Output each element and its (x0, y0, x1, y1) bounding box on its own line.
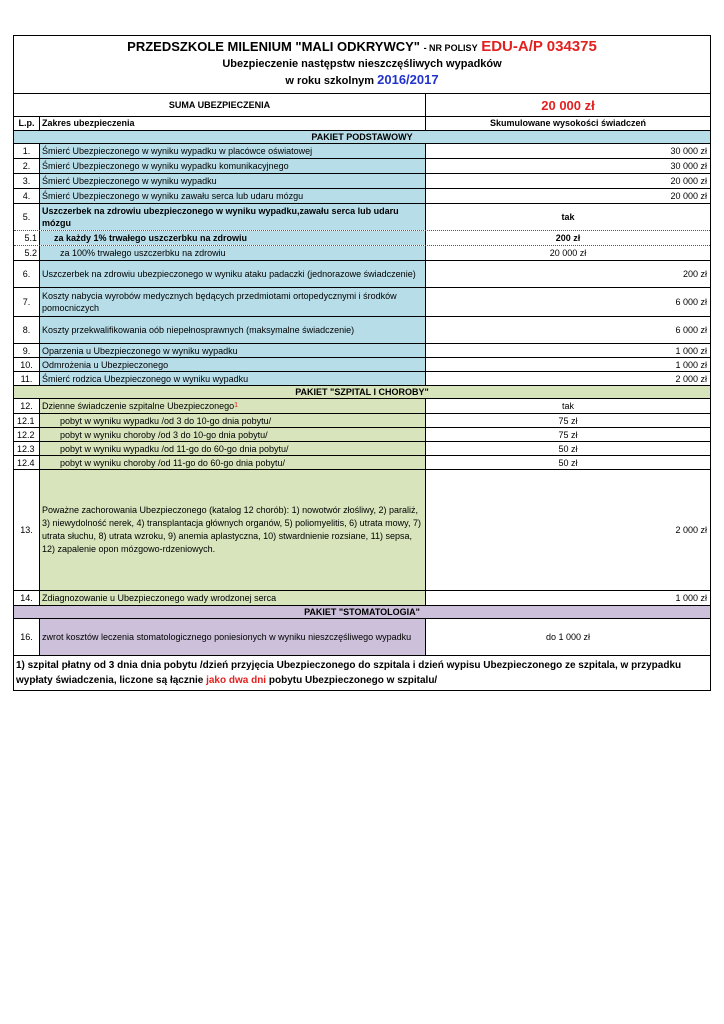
row-lp: 5.2 (14, 246, 40, 260)
row-value: 20 000 zł (670, 176, 707, 186)
row-description: Śmierć rodzica Ubezpieczonego w wyniku wypadku (40, 372, 426, 385)
sum-insured-amount: 20 000 zł (541, 97, 595, 113)
document-subtitle: Ubezpieczenie następstw nieszczęśliwych wypadków (222, 58, 502, 70)
row-description: Śmierć Ubezpieczonego w wyniku wypadku komunikacyjnego (40, 159, 426, 173)
row-lp: 14. (14, 591, 40, 605)
row-lp: 12. (14, 399, 40, 413)
row-value: do 1 000 zł (545, 632, 591, 642)
table-row (14, 591, 710, 606)
table-row (14, 144, 710, 159)
footnote-highlight: jako dwa dni (206, 675, 267, 686)
table-row (14, 189, 710, 204)
section-dental-package: PAKIET "STOMATOLOGIA" (14, 606, 710, 619)
policy-number: EDU-A/P 034375 (481, 38, 597, 55)
row-lp: 3. (14, 174, 40, 188)
row-value: 1 000 zł (675, 345, 707, 356)
table-row (14, 246, 710, 261)
column-header-scope: Zakres ubezpieczenia (40, 117, 426, 130)
table-row (14, 204, 710, 231)
row-lp: 4. (14, 189, 40, 203)
footnote-marker: 1 (234, 402, 239, 409)
row-description-text: Dzienne świadczenie szpitalne Ubezpieczonego (42, 401, 235, 411)
row-description: Śmierć Ubezpieczonego w wyniku wypadku (40, 174, 426, 188)
row-lp: 8. (14, 317, 40, 343)
table-row (14, 456, 710, 470)
row-description: Odmrożenia u Ubezpieczonego (40, 358, 426, 371)
row-value: 200 zł (555, 233, 581, 243)
row-description: pobyt w wyniku wypadku /od 11-go do 60-go dnia pobytu/ (40, 442, 426, 455)
policy-label: - NR POLISY (423, 43, 478, 53)
school-year-line (18, 72, 706, 89)
row-description: za każdy 1% trwałego uszczerbku na zdrowiu (40, 231, 426, 245)
row-value: 30 000 zł (670, 161, 707, 171)
column-header-row (14, 117, 710, 131)
footnote-text-end: pobytu Ubezpieczonego w szpitalu/ (266, 675, 438, 686)
row-description: pobyt w wyniku choroby /od 3 do 10-go dnia pobytu/ (40, 428, 426, 441)
footnote (14, 656, 710, 690)
row-value: tak (561, 212, 575, 222)
table-row (14, 317, 710, 344)
row-lp: 1. (14, 144, 40, 158)
table-row (14, 442, 710, 456)
row-value: 1 000 zł (675, 593, 707, 603)
sum-insured-row (14, 94, 710, 117)
row-description: Uszczerbek na zdrowiu ubezpieczonego w wyniku ataku padaczki (jednorazowe świadczenie) (40, 261, 426, 287)
row-description: Śmierć Ubezpieczonego w wyniku wypadku w placówce oświatowej (40, 144, 426, 158)
table-row (14, 372, 710, 386)
row-value: 1 000 zł (675, 359, 707, 370)
row-description: zwrot kosztów leczenia stomatologicznego poniesionych w wyniku nieszczęśliwego wypadku (40, 619, 426, 655)
row-value: 30 000 zł (670, 146, 707, 156)
row-value: 75 zł (558, 429, 578, 440)
title-block (14, 36, 710, 94)
row-lp: 6. (14, 261, 40, 287)
row-value: 200 zł (682, 269, 707, 279)
table-row (14, 399, 710, 414)
row-value: 20 000 zł (670, 191, 707, 201)
table-row (14, 470, 710, 591)
row-description: Poważne zachorowania Ubezpieczonego (katalog 12 chorób): 1) nowotwór złośliwy, 2) paraliż, 3) niewydolność nerek, 4) transplantacja głównych organów, 5) poliomyelitis, 6) utrata mowy, 7) utrata słuchu, 8) utrata wzroku, 9) anemia aplastyczna, 10) stwardnienie rozsiane, 11) sepsa, 12) zapalenie opon mózgowo-rdzeniowych. (40, 470, 426, 590)
table-row (14, 261, 710, 288)
row-description: za 100% trwałego uszczerbku na zdrowiu (40, 246, 426, 260)
row-lp: 12.1 (14, 414, 40, 427)
row-lp: 12.3 (14, 442, 40, 455)
insurance-table (13, 35, 711, 691)
row-value: tak (561, 401, 574, 411)
row-lp: 5.1 (14, 231, 40, 245)
row-description: Śmierć Ubezpieczonego w wyniku zawału serca lub udaru mózgu (40, 189, 426, 203)
row-lp: 13. (14, 470, 40, 590)
table-row (14, 174, 710, 189)
year-prefix: w roku szkolnym (285, 75, 375, 87)
row-value: 6 000 zł (675, 297, 707, 307)
row-description: Koszty nabycia wyrobów medycznych będących przedmiotami ortopedycznymi i środków pomocniczych (40, 288, 426, 316)
row-value: 6 000 zł (675, 325, 707, 335)
row-value: 75 zł (558, 415, 578, 426)
row-lp: 12.2 (14, 428, 40, 441)
row-value: 50 zł (558, 457, 578, 468)
row-description: Oparzenia u Ubezpieczonego w wyniku wypadku (40, 344, 426, 357)
row-value: 50 zł (558, 443, 578, 454)
footnote-text: 1) szpital płatny od 3 dnia dnia pobytu /dzień przyjęcia Ubezpieczonego do szpitala i dzień wypisu Ubezpieczonego ze szpitala, w przypadku wypłaty świadczenia, liczone są łącznie (16, 660, 682, 686)
row-description: Koszty przekwalifikowania oób niepełnosprawnych (maksymalne świadczenie) (40, 317, 426, 343)
section-basic-package: PAKIET PODSTAWOWY (14, 131, 710, 144)
row-value: 20 000 zł (549, 248, 587, 258)
row-description: pobyt w wyniku wypadku /od 3 do 10-go dnia pobytu/ (40, 414, 426, 427)
row-description: Uszczerbek na zdrowiu ubezpieczonego w wyniku wypadku,zawału serca lub udaru mózgu (40, 204, 426, 230)
table-row (14, 428, 710, 442)
row-lp: 2. (14, 159, 40, 173)
row-value: 2 000 zł (675, 373, 707, 384)
row-value: 2 000 zł (675, 525, 707, 535)
row-lp: 12.4 (14, 456, 40, 469)
sum-insured-label: SUMA UBEZPIECZENIA (14, 94, 426, 116)
row-lp: 7. (14, 288, 40, 316)
row-description: pobyt w wyniku choroby /od 11-go do 60-go dnia pobytu/ (40, 456, 426, 469)
table-row (14, 358, 710, 372)
row-description (40, 399, 426, 413)
table-row (14, 344, 710, 358)
school-name: PRZEDSZKOLE MILENIUM "MALI ODKRYWCY" (127, 39, 420, 54)
column-header-value: Skumulowane wysokości świadczeń (489, 118, 647, 128)
table-row (14, 619, 710, 656)
row-lp: 5. (14, 204, 40, 230)
section-hospital-package: PAKIET "SZPITAL I CHOROBY" (14, 386, 710, 399)
table-row (14, 414, 710, 428)
row-description: Zdiagnozowanie u Ubezpieczonego wady wrodzonej serca (40, 591, 426, 605)
row-lp: 9. (14, 344, 40, 357)
document-title (18, 38, 706, 57)
school-year: 2016/2017 (377, 72, 439, 87)
column-header-lp: L.p. (14, 117, 40, 130)
row-lp: 16. (14, 619, 40, 655)
table-row (14, 231, 710, 246)
row-lp: 11. (14, 372, 40, 385)
table-row (14, 288, 710, 317)
row-lp: 10. (14, 358, 40, 371)
table-row (14, 159, 710, 174)
